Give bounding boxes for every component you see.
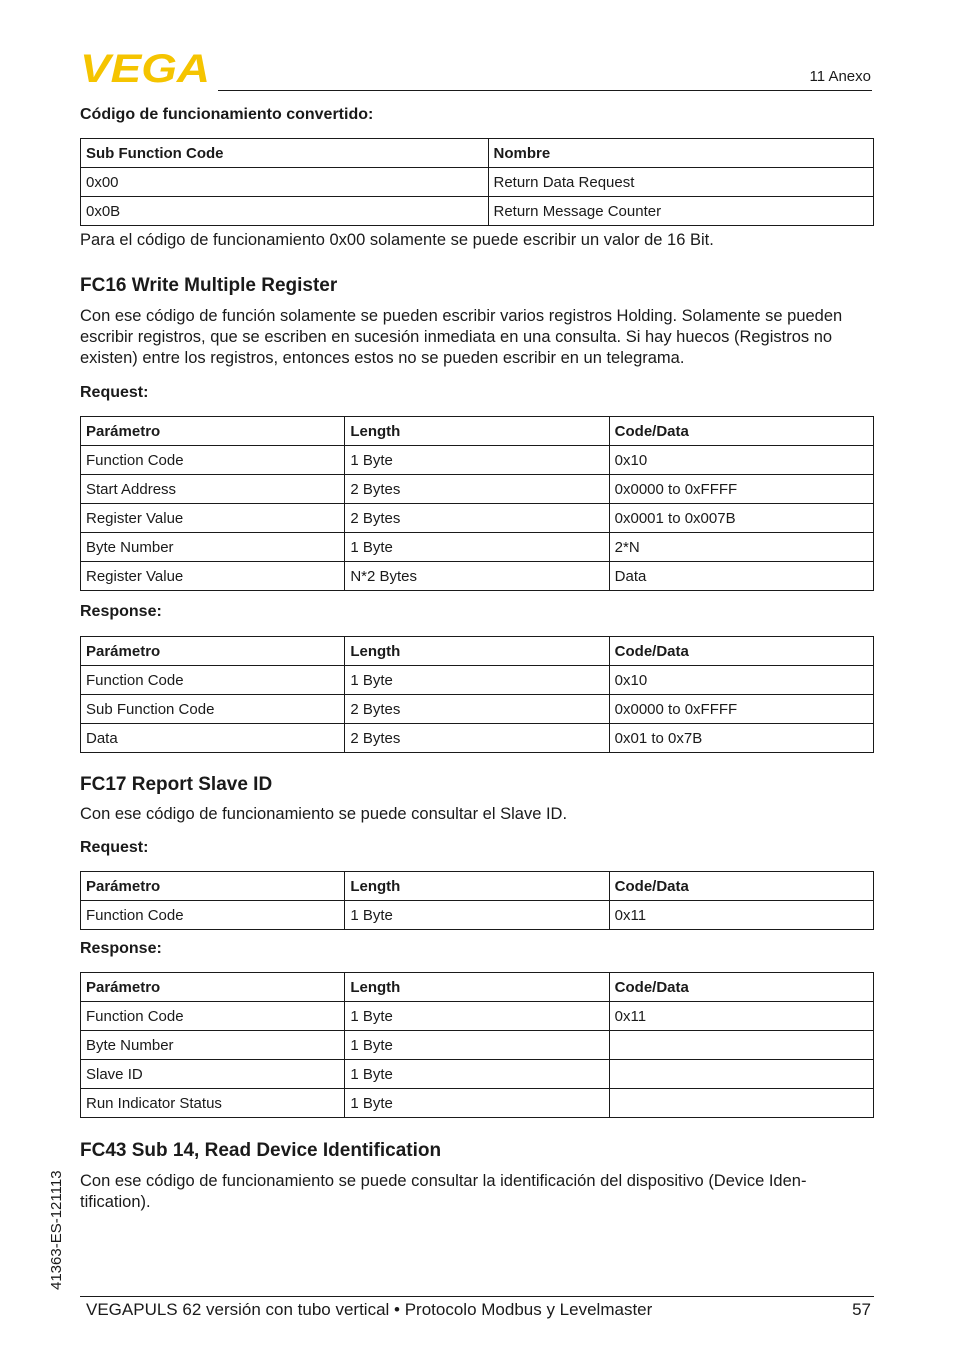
fc17-request-table bbox=[80, 871, 874, 930]
table-cell: 0x10 bbox=[609, 666, 873, 695]
table-header-row bbox=[81, 872, 874, 901]
table-row bbox=[81, 1060, 874, 1089]
header-cell: Parámetro bbox=[81, 417, 345, 446]
converted-table bbox=[80, 138, 874, 226]
header-cell: Length bbox=[345, 872, 609, 901]
table-cell: Data bbox=[609, 562, 873, 591]
fc16-description: Con ese código de función solamente se pueden escribir varios registros Holding. Solamente se pueden escribir registros, que se escriben en sucesión inmediata en una consulta. Si hay huecos (Registros no existen) entre los registros, entonces estos no se pueden escribir en un telegrama. bbox=[80, 307, 843, 367]
converted-note: Para el código de funcionamiento 0x00 solamente se puede escribir un valor de 16 Bit. bbox=[80, 231, 714, 249]
table-cell bbox=[609, 1031, 873, 1060]
document-code: 41363-ES-121113 bbox=[48, 1170, 65, 1290]
table-cell: 2 Bytes bbox=[345, 475, 609, 504]
table-cell: Slave ID bbox=[81, 1060, 345, 1089]
table-cell: Run Indicator Status bbox=[81, 1089, 345, 1118]
header-cell: Code/Data bbox=[609, 417, 873, 446]
header-cell: Parámetro bbox=[81, 872, 345, 901]
table-cell: Function Code bbox=[81, 1002, 345, 1031]
header-cell: Code/Data bbox=[609, 637, 873, 666]
table-cell: 2 Bytes bbox=[345, 504, 609, 533]
table-cell: 1 Byte bbox=[345, 533, 609, 562]
table-row bbox=[81, 1089, 874, 1118]
table-header-row bbox=[81, 973, 874, 1002]
table-cell: 1 Byte bbox=[345, 446, 609, 475]
table-row bbox=[81, 197, 874, 226]
table-cell: Return Message Counter bbox=[488, 197, 874, 226]
table-cell: 1 Byte bbox=[345, 901, 609, 930]
table-cell: 0x0000 to 0xFFFF bbox=[609, 695, 873, 724]
vega-logo bbox=[80, 50, 212, 84]
table-header-row bbox=[81, 417, 874, 446]
header-cell: Nombre bbox=[488, 139, 874, 168]
table-row bbox=[81, 1031, 874, 1060]
fc16-request-table bbox=[80, 416, 874, 591]
table-cell: 1 Byte bbox=[345, 666, 609, 695]
header-cell: Length bbox=[345, 417, 609, 446]
table-cell: Function Code bbox=[81, 446, 345, 475]
table-row bbox=[81, 695, 874, 724]
table-cell: Function Code bbox=[81, 901, 345, 930]
header-cell: Sub Function Code bbox=[81, 139, 489, 168]
table-cell: 0x01 to 0x7B bbox=[609, 724, 873, 753]
table-row bbox=[81, 168, 874, 197]
fc16-request-label: Request: bbox=[80, 384, 149, 401]
page-number: 57 bbox=[852, 1300, 871, 1319]
fc43-heading: FC43 Sub 14, Read Device Identification bbox=[80, 1140, 442, 1161]
table-row bbox=[81, 533, 874, 562]
header-rule bbox=[218, 90, 872, 91]
table-cell: N*2 Bytes bbox=[345, 562, 609, 591]
table-cell: 1 Byte bbox=[345, 1031, 609, 1060]
fc17-heading: FC17 Report Slave ID bbox=[80, 774, 273, 795]
table-cell: Data bbox=[81, 724, 345, 753]
section-label: 11 Anexo bbox=[809, 68, 871, 85]
fc17-response-label: Response: bbox=[80, 940, 162, 957]
table-cell: 0x10 bbox=[609, 446, 873, 475]
header-cell: Code/Data bbox=[609, 872, 873, 901]
fc16-response-label: Response: bbox=[80, 603, 162, 620]
table-cell: Function Code bbox=[81, 666, 345, 695]
table-header-row bbox=[81, 637, 874, 666]
table-row bbox=[81, 562, 874, 591]
svg-text:VEGA: VEGA bbox=[80, 50, 210, 84]
table-row bbox=[81, 446, 874, 475]
table-cell: Register Value bbox=[81, 562, 345, 591]
table-cell: 0x00 bbox=[81, 168, 489, 197]
table-row bbox=[81, 901, 874, 930]
table-cell: 1 Byte bbox=[345, 1089, 609, 1118]
table-cell: 0x11 bbox=[609, 1002, 873, 1031]
fc16-response-table bbox=[80, 636, 874, 753]
table-cell: 0x11 bbox=[609, 901, 873, 930]
table-cell: 0x0001 to 0x007B bbox=[609, 504, 873, 533]
table-cell: 1 Byte bbox=[345, 1060, 609, 1089]
header-cell: Parámetro bbox=[81, 973, 345, 1002]
footer-title: VEGAPULS 62 versión con tubo vertical • Protocolo Modbus y Levelmaster bbox=[86, 1300, 653, 1319]
fc17-response-table bbox=[80, 972, 874, 1118]
header-cell: Length bbox=[345, 637, 609, 666]
header-cell: Parámetro bbox=[81, 637, 345, 666]
table-cell: 0x0000 to 0xFFFF bbox=[609, 475, 873, 504]
table-cell: 0x0B bbox=[81, 197, 489, 226]
table-cell: Return Data Request bbox=[488, 168, 874, 197]
converted-label: Código de funcionamiento convertido: bbox=[80, 106, 374, 123]
table-row bbox=[81, 475, 874, 504]
table-row bbox=[81, 666, 874, 695]
table-row bbox=[81, 504, 874, 533]
fc43-description: Con ese código de funcionamiento se puede consultar la identificación del dispositivo (Device Iden-tification). bbox=[80, 1172, 807, 1211]
table-row bbox=[81, 724, 874, 753]
table-cell: Sub Function Code bbox=[81, 695, 345, 724]
table-cell bbox=[609, 1089, 873, 1118]
table-cell: Register Value bbox=[81, 504, 345, 533]
table-header-row bbox=[81, 139, 874, 168]
fc17-description: Con ese código de funcionamiento se puede consultar el Slave ID. bbox=[80, 805, 568, 823]
header-cell: Length bbox=[345, 973, 609, 1002]
fc17-request-label: Request: bbox=[80, 839, 149, 856]
table-cell: Byte Number bbox=[81, 533, 345, 562]
table-row bbox=[81, 1002, 874, 1031]
fc16-heading: FC16 Write Multiple Register bbox=[80, 275, 338, 296]
footer-rule bbox=[80, 1296, 874, 1297]
table-cell: Start Address bbox=[81, 475, 345, 504]
table-cell: Byte Number bbox=[81, 1031, 345, 1060]
table-cell: 2 Bytes bbox=[345, 695, 609, 724]
header-cell: Code/Data bbox=[609, 973, 873, 1002]
table-cell: 1 Byte bbox=[345, 1002, 609, 1031]
table-cell: 2*N bbox=[609, 533, 873, 562]
table-cell bbox=[609, 1060, 873, 1089]
table-cell: 2 Bytes bbox=[345, 724, 609, 753]
